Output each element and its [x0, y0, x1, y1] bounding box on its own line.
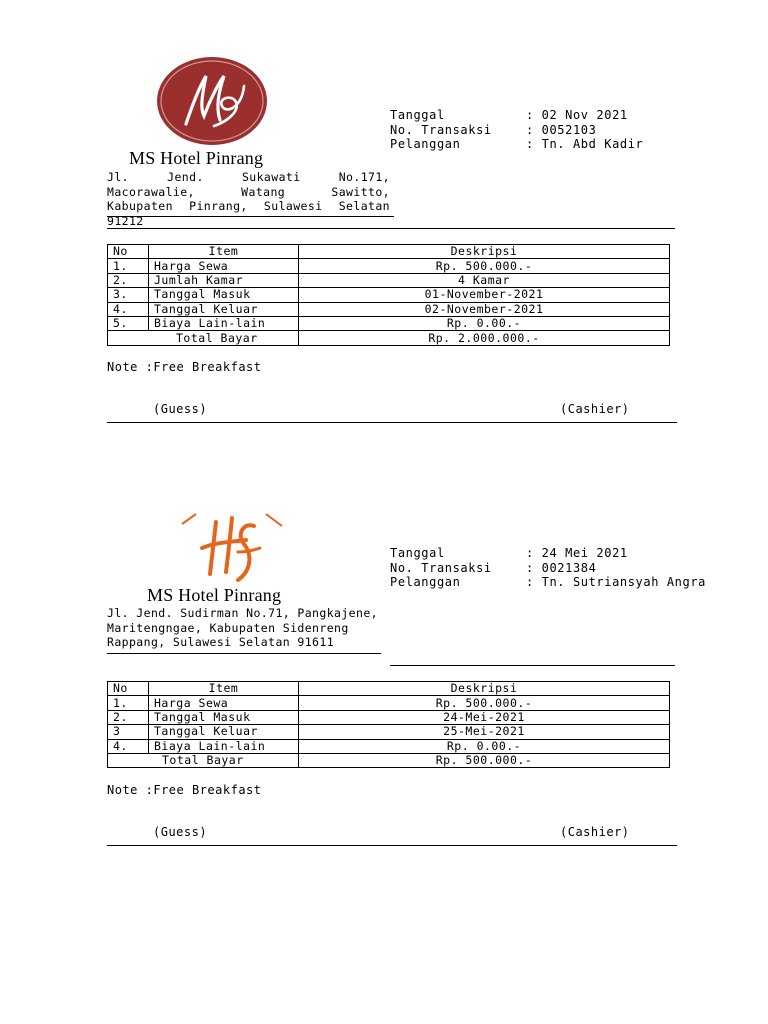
table-header-row — [108, 682, 670, 696]
cell-no: 4. — [108, 739, 149, 753]
header-divider — [107, 228, 675, 229]
total-row — [108, 753, 670, 767]
cashier-signature-label: (Cashier) — [560, 825, 630, 839]
guest-signature-label: (Guess) — [153, 402, 208, 416]
address-line: Kabupaten Pinrang, Sulawesi Selatan — [107, 199, 390, 214]
items-table — [107, 244, 670, 346]
address-line: Jl. Jend. Sukawati No.171, — [107, 170, 390, 184]
info-value: : Tn. Abd Kadir — [526, 137, 644, 151]
info-value: : 02 Nov 2021 — [526, 108, 628, 122]
address-line: Rappang, Sulawesi Selatan 91611 — [107, 635, 335, 650]
cell-description: 4 Kamar — [299, 273, 670, 287]
info-label: Tanggal — [390, 546, 445, 560]
header-no: No — [108, 245, 149, 259]
cell-description: 02-November-2021 — [299, 302, 670, 316]
address-underline — [107, 653, 381, 654]
cell-description: Rp. 0.00.- — [299, 739, 670, 753]
transaction-info — [390, 108, 643, 152]
table-row — [108, 259, 670, 273]
cell-description: Rp. 500.000.- — [299, 259, 670, 273]
info-customer — [390, 137, 643, 152]
header-divider — [390, 665, 675, 666]
hotel-address — [107, 170, 390, 228]
cell-no: 2. — [108, 273, 149, 287]
cell-item: Tanggal Keluar — [149, 725, 299, 739]
info-label: No. Transaksi — [390, 560, 492, 575]
receipt-1 — [0, 0, 768, 440]
footer-divider — [107, 845, 677, 846]
cell-item: Tanggal Masuk — [149, 710, 299, 724]
total-label: Total Bayar — [108, 331, 299, 345]
guest-signature-label: (Guess) — [153, 825, 208, 839]
table-header-row — [108, 245, 670, 259]
info-transaction-no — [390, 123, 643, 138]
cell-description: Rp. 500.000.- — [299, 696, 670, 710]
cell-no: 3. — [108, 288, 149, 302]
cashier-signature-label: (Cashier) — [560, 402, 630, 416]
table-row — [108, 710, 670, 724]
info-customer — [390, 575, 706, 590]
hotel-address — [107, 606, 392, 652]
items-table — [107, 681, 670, 768]
info-value: : 0021384 — [526, 560, 597, 575]
cell-item: Tanggal Keluar — [149, 302, 299, 316]
address-line: Macorawalie, Watang Sawitto, — [107, 184, 390, 199]
table-row — [108, 739, 670, 753]
info-value: : 24 Mei 2021 — [526, 546, 628, 560]
header-no: No — [108, 682, 149, 696]
cell-no: 2. — [108, 710, 149, 724]
address-line: Jl. Jend. Sudirman No.71, Pangkajene, — [107, 606, 378, 620]
cell-no: 1. — [108, 696, 149, 710]
table-row — [108, 696, 670, 710]
cell-item: Harga Sewa — [149, 696, 299, 710]
table-row — [108, 273, 670, 287]
table-row — [108, 302, 670, 316]
hotel-logo — [180, 512, 286, 588]
receipt-2 — [0, 440, 768, 860]
table-row — [108, 725, 670, 739]
footer-divider — [107, 422, 677, 423]
info-transaction-no — [390, 561, 706, 576]
info-value: : 0052103 — [526, 122, 597, 137]
info-label: Pelanggan — [390, 575, 461, 589]
cell-no: 5. — [108, 316, 149, 330]
cell-item: Biaya Lain-lain — [149, 316, 299, 330]
cell-no: 1. — [108, 259, 149, 273]
address-underline — [107, 216, 394, 217]
total-label: Total Bayar — [108, 753, 299, 767]
table-row — [108, 316, 670, 330]
total-value: Rp. 500.000.- — [299, 753, 670, 767]
info-value: : Tn. Sutriansyah Angra — [526, 575, 706, 589]
cell-description: 25-Mei-2021 — [299, 725, 670, 739]
header-description: Deskripsi — [299, 682, 670, 696]
info-label: Pelanggan — [390, 137, 461, 151]
transaction-info — [390, 546, 706, 590]
hotel-name: MS Hotel Pinrang — [147, 585, 282, 605]
info-date — [390, 108, 643, 123]
note: Note :Free Breakfast — [107, 360, 262, 374]
hotel-name: MS Hotel Pinrang — [129, 148, 264, 168]
cell-description: Rp. 0.00.- — [299, 316, 670, 330]
cell-no: 4. — [108, 302, 149, 316]
cell-item: Jumlah Kamar — [149, 273, 299, 287]
header-item: Item — [149, 245, 299, 259]
cell-description: 24-Mei-2021 — [299, 710, 670, 724]
address-line: 91212 — [107, 213, 144, 228]
cell-description: 01-November-2021 — [299, 288, 670, 302]
cell-item: Biaya Lain-lain — [149, 739, 299, 753]
note: Note :Free Breakfast — [107, 783, 262, 797]
hotel-logo — [156, 56, 268, 146]
header-item: Item — [149, 682, 299, 696]
info-label: No. Transaksi — [390, 122, 492, 137]
header-description: Deskripsi — [299, 245, 670, 259]
total-row — [108, 331, 670, 345]
cell-no: 3 — [108, 725, 149, 739]
table-row — [108, 288, 670, 302]
cell-item: Harga Sewa — [149, 259, 299, 273]
cell-item: Tanggal Masuk — [149, 288, 299, 302]
info-date — [390, 546, 706, 561]
total-value: Rp. 2.000.000.- — [299, 331, 670, 345]
info-label: Tanggal — [390, 108, 445, 122]
address-line: Maritengngae, Kabupaten Sidenreng — [107, 620, 349, 635]
